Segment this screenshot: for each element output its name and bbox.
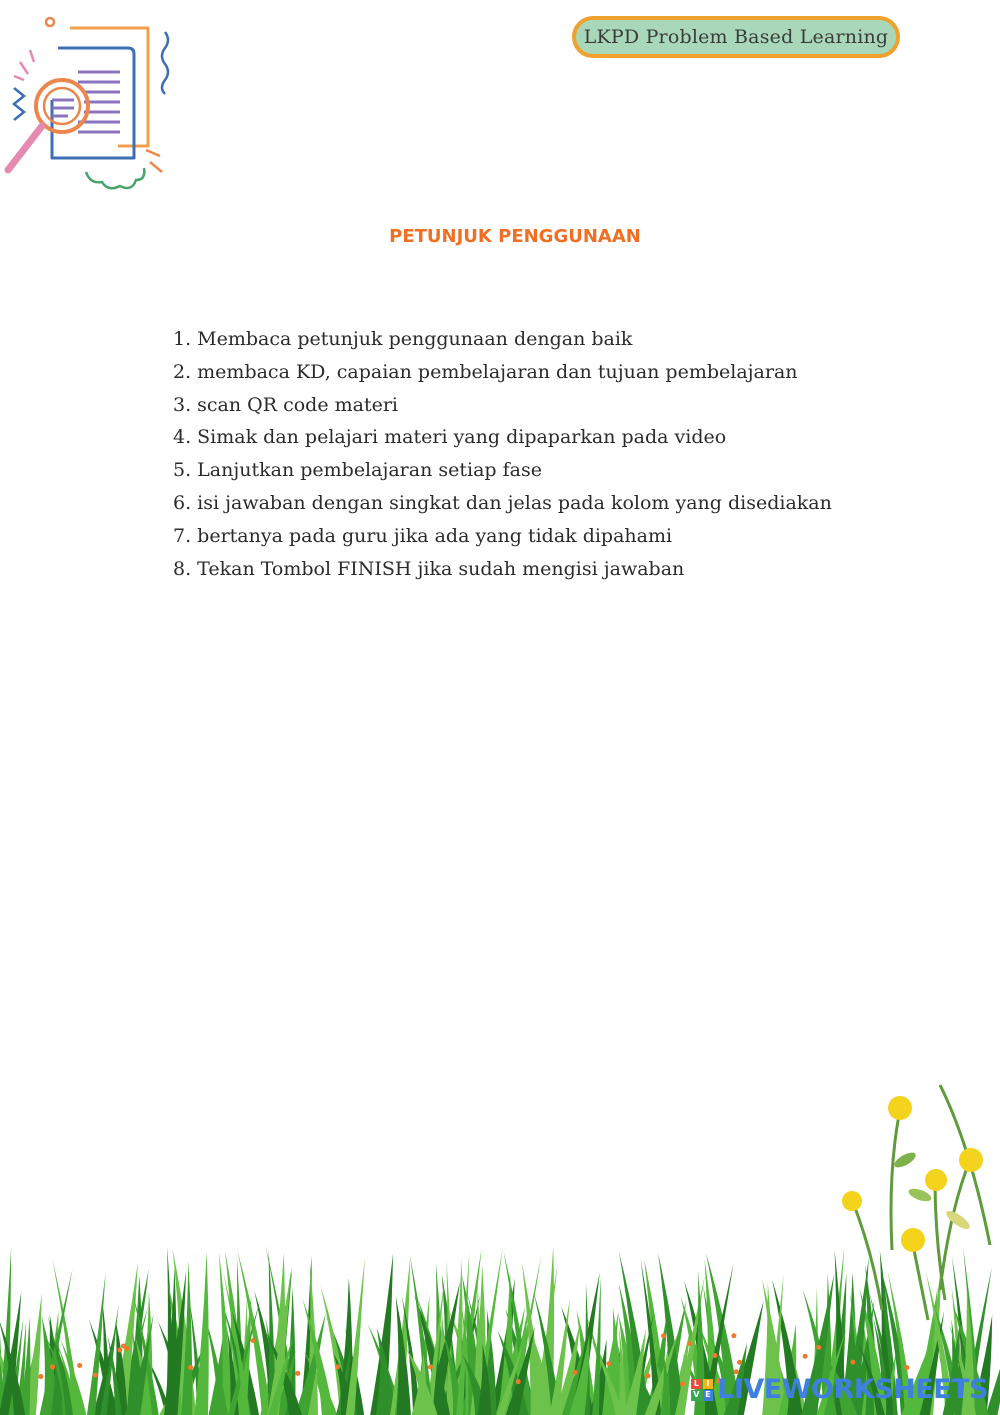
grass-seed	[124, 1346, 129, 1351]
grass-seed	[680, 1381, 685, 1386]
grass-seed	[850, 1360, 855, 1365]
liveworksheets-watermark	[691, 1374, 988, 1405]
grass-seed	[117, 1348, 122, 1353]
grass-seed	[38, 1374, 43, 1379]
grass-seed	[803, 1354, 808, 1359]
grass-seed	[687, 1341, 692, 1346]
grass-seed	[661, 1333, 666, 1338]
grass-seed	[816, 1345, 821, 1350]
grass-seed	[516, 1379, 521, 1384]
instruction-item: 4. Simak dan pelajari materi yang dipaparkan pada video	[173, 426, 727, 449]
instruction-item: 7. bertanya pada guru jika ada yang tidak dipahami	[173, 524, 673, 547]
instruction-item: 3. scan QR code materi	[173, 393, 398, 416]
grass-seed	[188, 1365, 193, 1370]
instruction-item: 2. membaca KD, capaian pembelajaran dan tujuan pembelajaran	[173, 360, 798, 383]
grass-seed	[295, 1371, 300, 1376]
grass-seed	[646, 1373, 651, 1378]
grass-seed	[737, 1360, 742, 1365]
grass-seed	[335, 1364, 340, 1369]
header-badge-text: LKPD Problem Based Learning	[583, 26, 889, 48]
document-magnifier-illustration	[0, 10, 185, 195]
grass-blade	[396, 1296, 411, 1415]
grass-seed	[606, 1361, 611, 1366]
watermark-text: LIVEWORKSHEETS	[717, 1374, 988, 1405]
grass-seed	[428, 1364, 433, 1369]
grass-seed	[731, 1333, 736, 1338]
instruction-list	[173, 323, 873, 585]
grass-seed	[50, 1364, 55, 1369]
instruction-item: 1. Membaca petunjuk penggunaan dengan baik	[173, 328, 633, 350]
page-title: PETUNJUK PENGGUNAAN	[389, 226, 641, 247]
grass-seed	[712, 1353, 717, 1358]
instruction-item: 8. Tekan Tombol FINISH jika sudah mengisi jawaban	[173, 557, 685, 580]
grass-seed	[251, 1338, 256, 1343]
grass-flowers-decoration	[0, 1070, 1000, 1415]
header-badge	[572, 16, 900, 58]
instruction-item: 5. Lanjutkan pembelajaran setiap fase	[173, 459, 542, 482]
grass-seed	[904, 1365, 909, 1370]
grass-seed	[77, 1363, 82, 1368]
instruction-item: 6. isi jawaban dengan singkat dan jelas pada kolom yang disediakan	[173, 491, 832, 514]
grass-seed	[93, 1373, 98, 1378]
liveworksheets-logo-icon: L I V E	[691, 1379, 713, 1401]
grass-seed	[572, 1370, 577, 1375]
